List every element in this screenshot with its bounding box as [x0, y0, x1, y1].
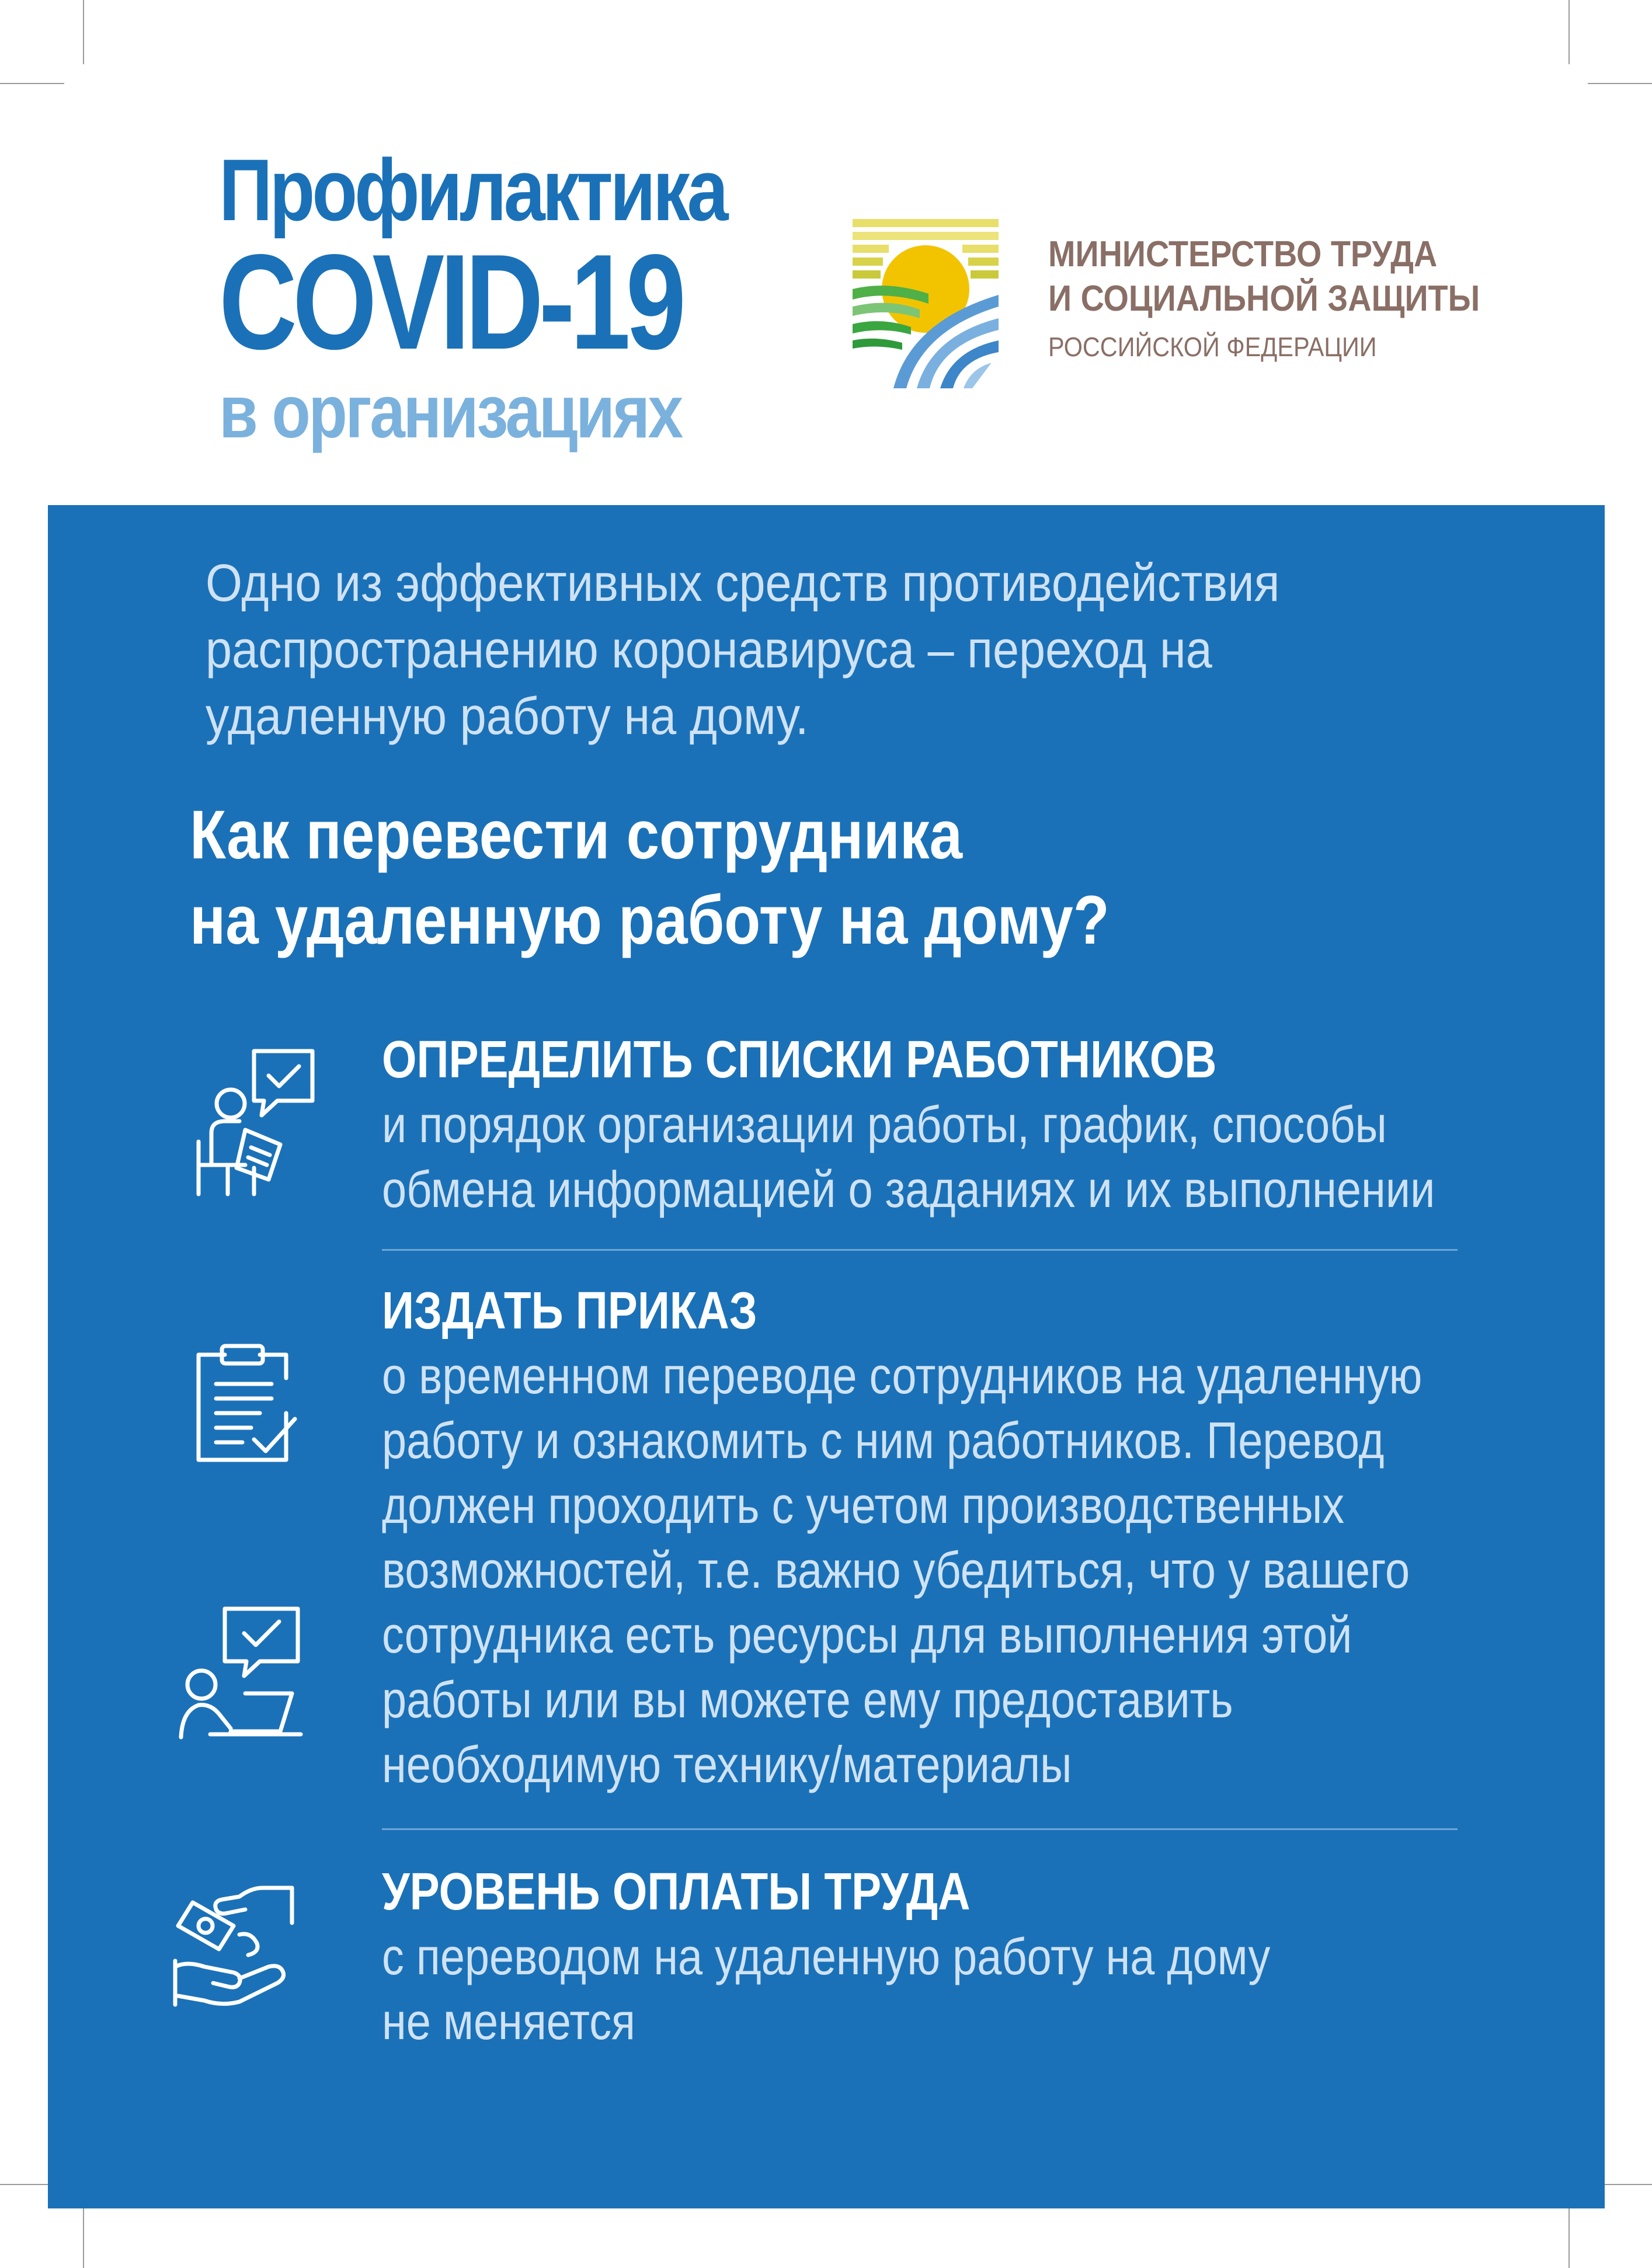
ministry-name	[1048, 232, 1528, 364]
crop-mark	[1568, 2204, 1570, 2268]
crop-mark	[1588, 83, 1652, 84]
crop-mark	[0, 83, 64, 84]
ministry-logo-icon	[853, 219, 999, 388]
intro-text: Одно из эффективных средств противодействия распространению коронавируса – переход на удаленную работу на дому.	[206, 554, 1280, 746]
poster-title	[219, 141, 780, 454]
employee-list-icon	[193, 1045, 321, 1197]
step-description: и порядок организации работы, график, способы обмена информацией о заданиях и их выполнении	[382, 1095, 1435, 1218]
remote-worker-laptop-icon	[175, 1603, 304, 1743]
question-line-2: на удаленную работу на дому?	[190, 882, 1110, 959]
divider	[382, 1249, 1458, 1251]
crop-mark	[1568, 0, 1570, 64]
salary-payment-icon	[169, 1879, 298, 2008]
divider	[382, 1828, 1458, 1830]
step-title: ИЗДАТЬ ПРИКАЗ	[382, 1282, 757, 1340]
title-line-1: Профилактика	[219, 141, 726, 239]
step-issue-order	[382, 1279, 1608, 1797]
step-description: о временном переводе сотрудников на удаленную работу и ознакомить с ним работников. Перевод должен проходить с учетом производственных возможностей, т.е. важно убедиться, что у вашего сотрудника есть ресурсы для выполнения этой работы или вы можете ему предоставить необходимую технику/материалы	[382, 1347, 1423, 1793]
step-define-lists	[382, 1028, 1608, 1222]
step-title: ОПРЕДЕЛИТЬ СПИСКИ РАБОТНИКОВ	[382, 1031, 1217, 1089]
question-line-1: Как перевести сотрудника	[190, 796, 963, 874]
title-line-3: в организациях	[219, 370, 681, 454]
ministry-line-3: РОССИЙСКОЙ ФЕДЕРАЦИИ	[1048, 332, 1377, 362]
step-title: УРОВЕНЬ ОПЛАТЫ ТРУДА	[382, 1863, 971, 1921]
ministry-line-1: МИНИСТЕРСТВО ТРУДА	[1048, 234, 1438, 274]
section-question	[190, 792, 1110, 963]
crop-mark	[83, 0, 84, 64]
step-salary-level	[382, 1860, 1608, 2054]
step-description: с переводом на удаленную работу на дому не меняется	[382, 1928, 1271, 2050]
title-line-2: COVID-19	[219, 227, 682, 378]
clipboard-order-icon	[190, 1343, 301, 1466]
crop-mark	[83, 2204, 84, 2268]
ministry-line-2: И СОЦИАЛЬНОЙ ЗАЩИТЫ	[1048, 279, 1480, 319]
